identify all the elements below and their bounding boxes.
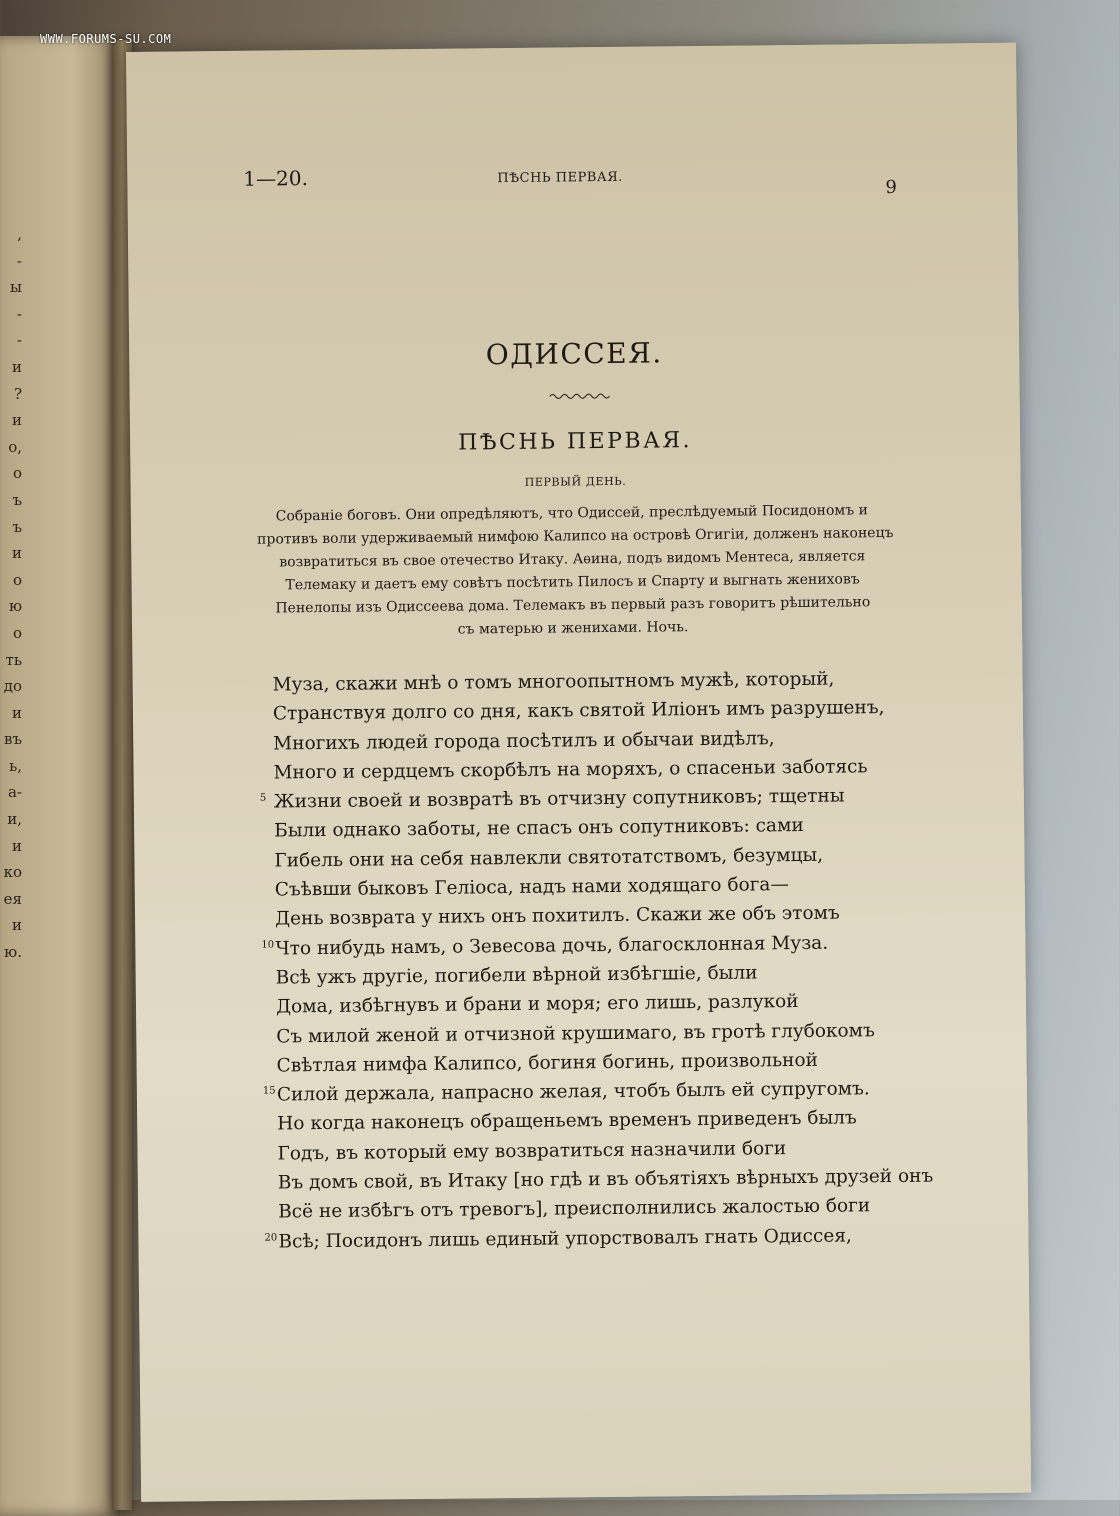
verse-text: День возврата у нихъ онъ похитилъ. Скажи же объ этомъ — [274, 902, 840, 930]
verse-text: Годъ, въ который ему возвратиться назначили боги — [277, 1137, 787, 1165]
verse-text: Съѣвши быковъ Геліоса, надъ нами ходящаго бога— — [274, 874, 789, 901]
left-page-fragment: и — [12, 411, 22, 430]
verse-text: Многихъ людей города посѣтилъ и обычаи видѣлъ, — [273, 727, 775, 755]
verse-text: Всѣ; Посидонъ лишь единый упорствовалъ гнать Одиссея, — [278, 1225, 852, 1253]
left-page-fragment: о — [12, 623, 22, 642]
summary-line: Пенелопы изъ Одиссеева дома. Телемакъ въ первый разъ говоритъ рѣшительно — [275, 594, 871, 617]
verse-text: Были однако заботы, не спасъ онъ сопутниковъ: сами — [274, 815, 804, 842]
left-page-fragment: ю. — [4, 943, 22, 962]
left-page-fragment: - — [16, 251, 22, 270]
verse-number: 5 — [259, 792, 267, 804]
verse-text: Муза, скажи мнѣ о томъ многоопытномъ мужѣ, который, — [272, 668, 835, 696]
left-page-fragment: о — [12, 464, 22, 483]
chapter-summary — [257, 499, 894, 644]
line-range: 1—20. — [243, 166, 308, 191]
left-page-fragment: ? — [13, 384, 22, 403]
left-page-fragment: и — [12, 916, 22, 935]
summary-line: Телемаку и даетъ ему совѣтъ посѣтить Пилосъ и Спарту и выгнать жениховъ — [285, 571, 860, 594]
verse-text: Въ домъ свой, въ Итаку [но гдѣ и въ объятіяхъ вѣрныхъ друзей онъ — [277, 1165, 934, 1194]
left-page-fragment: ь, — [9, 756, 22, 775]
left-page-fragment: о, — [8, 437, 22, 456]
running-title: ПѢСНЬ ПЕРВАЯ. — [497, 169, 623, 187]
page-number: 9 — [885, 176, 898, 199]
verse-text: Дома, избѣгнувъ и брани и моря; его лишь, разлукой — [275, 991, 799, 1018]
left-page-fragment: ея — [3, 889, 22, 908]
day-label: ПЕРВЫЙ ДЕНЬ. — [524, 474, 627, 489]
verse-text: Но когда наконецъ обращеньемъ временъ приведенъ былъ — [277, 1107, 857, 1135]
verse-line — [258, 1220, 978, 1257]
verse-block — [252, 663, 978, 1256]
verse-text: Что нибудь намъ, о Зевесова дочь, благосклонная Муза. — [275, 932, 829, 960]
summary-line: противъ воли удерживаемый нимфою Калипсо на островѣ Огигіи, долженъ наконецъ — [257, 524, 894, 548]
left-page-fragment: и — [12, 836, 22, 855]
verse-text: Много и сердцемъ скорбѣлъ на моряхъ, о спасеньи заботясь — [273, 756, 868, 784]
left-page-fragment: а- — [7, 783, 22, 802]
verse-number: 10 — [261, 939, 275, 951]
left-page-fragment: о — [12, 570, 22, 589]
verse-text: Силой держала, напрасно желая, чтобъ былъ ей супругомъ. — [276, 1078, 870, 1106]
left-page-fragment: и — [12, 357, 22, 376]
left-page-fragment: ы — [10, 278, 22, 297]
verse-text: Всѣ ужъ другіе, погибели вѣрной избѣгшіе, были — [275, 962, 758, 989]
left-page-fragment: ъ — [12, 490, 22, 509]
left-page-fragment: , — [17, 225, 22, 243]
left-page-fragment: и — [12, 544, 22, 563]
left-page-fragment: и, — [7, 810, 22, 829]
verse-number: 15 — [262, 1085, 276, 1097]
right-page — [126, 43, 1031, 1502]
summary-line: возвратиться въ свое отечество Итаку. Аѳина, подъ видомъ Ментеса, является — [279, 548, 866, 571]
left-page-fragment: въ — [4, 730, 22, 749]
left-page-fragment: - — [16, 331, 22, 350]
left-page-text-fragments — [0, 221, 22, 966]
watermark-text: WWW.FORUMS-SU.COM — [40, 32, 172, 46]
left-page-fragment: до — [3, 677, 22, 696]
verse-text: Съ милой женой и отчизной крушимаго, въ гротѣ глубокомъ — [276, 1019, 875, 1048]
verse-text: Гибель они на себя навлекли святотатствомъ, безумцы, — [274, 844, 824, 872]
verse-text: Всё не избѣгъ отъ тревогъ], преисполнились жалостью боги — [278, 1195, 871, 1223]
book-title: ОДИССЕЯ. — [485, 336, 663, 372]
left-page-fragment: ъ — [12, 517, 22, 536]
left-page-fragment: ю — [8, 597, 22, 616]
song-title: ПѢСНЬ ПЕРВАЯ. — [458, 428, 693, 456]
left-page-fragment: ть — [5, 650, 22, 669]
left-page-fragment: ко — [3, 863, 22, 882]
verse-text: Жизни своей и возвратѣ въ отчизну сопутниковъ; тщетны — [273, 785, 845, 813]
verse-text: Странствуя долго со дня, какъ святой Иліонъ имъ разрушенъ, — [272, 697, 885, 725]
verse-text: Свѣтлая нимфа Калипсо, богиня богинь, произвольной — [276, 1049, 819, 1077]
verse-number: 20 — [264, 1232, 278, 1244]
left-page-fragment: и — [12, 703, 22, 722]
left-page — [0, 36, 120, 1516]
summary-line: Собраніе боговъ. Они опредѣляютъ, что Одиссей, преслѣдуемый Посидономъ и — [275, 502, 869, 525]
wavy-ornament-icon — [550, 391, 610, 402]
left-page-fragment: - — [16, 304, 22, 323]
summary-line: съ матерью и женихами. Ночь. — [457, 619, 689, 638]
